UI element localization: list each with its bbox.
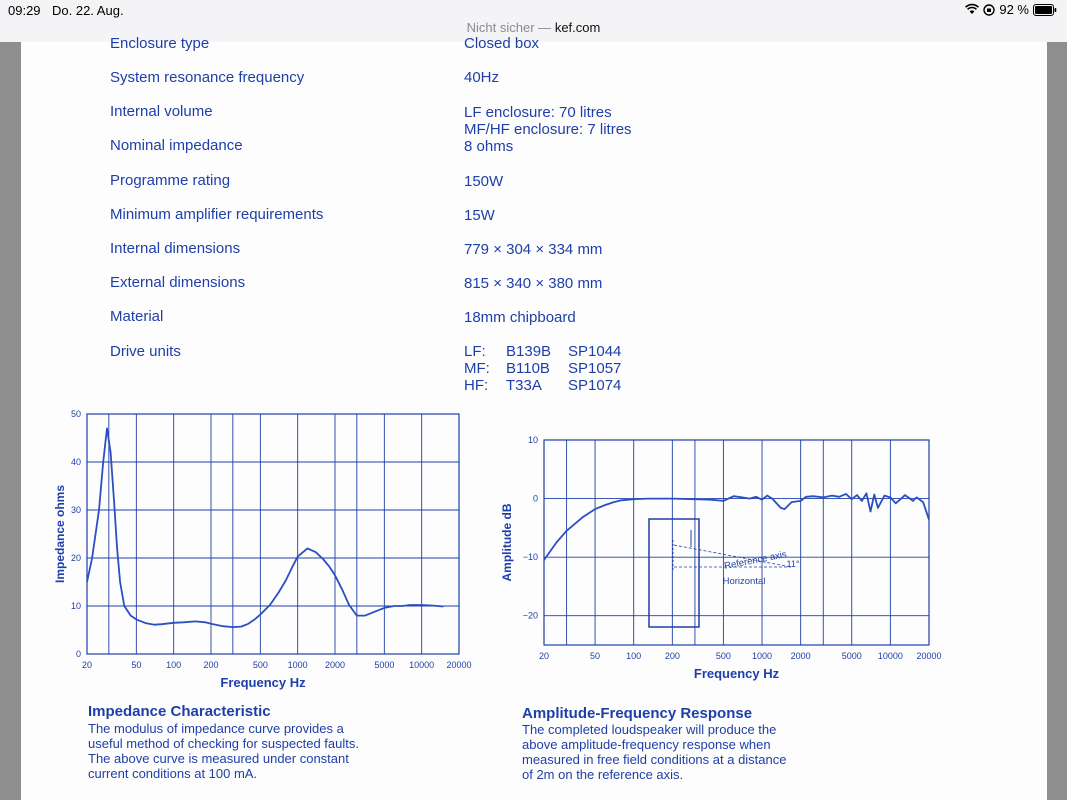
caption-line: measured in free field conditions at a distance (522, 752, 787, 767)
spec-key: System resonance frequency (110, 69, 305, 86)
spec-value: MF/HF enclosure: 7 litres (464, 121, 632, 138)
page-margin-left (0, 42, 21, 800)
impedance-caption-title: Impedance Characteristic (88, 703, 271, 720)
amplitude-caption-title: Amplitude-Frequency Response (522, 705, 753, 722)
spec-value: 779 × 304 × 334 mm (464, 241, 603, 258)
drive-unit-code: SP1044 (568, 343, 622, 360)
spec-value: 815 × 340 × 380 mm (464, 275, 603, 292)
x-tick-label: 500 (252, 660, 268, 670)
x-tick-label: 50 (590, 651, 601, 661)
x-tick-label: 20000 (916, 651, 942, 661)
x-axis-label: Frequency Hz (693, 666, 780, 681)
caption-line: The above curve is measured under constant (88, 751, 349, 766)
page-margin-right (1047, 42, 1067, 800)
drive-unit-band: LF: (464, 343, 486, 360)
spec-key: External dimensions (110, 274, 246, 291)
caption-line: of 2m on the reference axis. (522, 767, 684, 782)
x-tick-label: 20000 (446, 660, 472, 670)
x-tick-label: 2000 (790, 651, 811, 661)
y-tick-label: 10 (527, 435, 538, 445)
y-axis-label: Amplitude dB (500, 503, 514, 582)
spec-key: Enclosure type (110, 35, 210, 52)
caption-line: The modulus of impedance curve provides a (88, 721, 344, 736)
caption-line: current conditions at 100 mA. (88, 766, 258, 781)
y-tick-label: −20 (522, 610, 538, 621)
spec-key: Programme rating (110, 172, 231, 189)
y-axis-label: Impedance ohms (53, 484, 67, 584)
y-tick-label: −10 (522, 552, 538, 563)
caption-line: The completed loudspeaker will produce the (522, 722, 777, 737)
status-date: Do. 22. Aug. (52, 3, 124, 18)
battery-icon (1033, 4, 1057, 16)
caption-line: above amplitude-frequency response when (522, 737, 771, 752)
y-tick-label: 40 (70, 457, 81, 467)
amplitude-caption-body (522, 722, 787, 782)
y-tick-label: 30 (70, 505, 81, 515)
x-tick-label: 500 (715, 651, 731, 661)
status-bar (0, 0, 1067, 20)
drive-unit-band: MF: (464, 360, 490, 377)
drive-unit-band: HF: (464, 377, 489, 394)
spec-value: 18mm chipboard (464, 309, 576, 326)
y-tick-label: 20 (70, 553, 81, 563)
spec-value: 8 ohms (464, 138, 514, 155)
x-tick-label: 1000 (287, 660, 308, 670)
status-indicators (965, 2, 1057, 17)
spec-key: Internal volume (110, 103, 213, 120)
spec-value: LF enclosure: 70 litres (464, 104, 612, 121)
security-label: Nicht sicher — (466, 20, 552, 35)
status-time: 09:29 (8, 3, 41, 18)
x-tick-label: 5000 (374, 660, 395, 670)
x-tick-label: 200 (203, 660, 219, 670)
drive-unit-code: SP1057 (568, 360, 622, 377)
spec-value: 150W (464, 173, 504, 190)
x-tick-label: 10000 (409, 660, 435, 670)
y-tick-label: 10 (70, 601, 81, 611)
document-page (21, 35, 1047, 800)
spec-key: Drive units (110, 343, 181, 360)
y-tick-label: 0 (532, 493, 538, 504)
x-tick-label: 10000 (877, 651, 903, 661)
x-tick-label: 200 (664, 651, 680, 661)
impedance-chart (21, 402, 491, 702)
x-tick-label: 20 (538, 651, 550, 661)
x-tick-label: 1000 (752, 651, 773, 661)
spec-key: Minimum amplifier requirements (110, 206, 324, 223)
spec-value: 40Hz (464, 69, 500, 86)
drive-unit-model: B110B (506, 360, 550, 377)
impedance-caption-body (88, 721, 359, 781)
spec-value: Closed box (464, 35, 540, 52)
wifi-icon (965, 4, 979, 15)
drive-unit-model: B139B (506, 343, 552, 360)
caption-line: useful method of checking for suspected faults. (88, 736, 359, 751)
drive-unit-model: T33A (506, 377, 542, 394)
battery-percent: 92 % (999, 2, 1029, 17)
series-line (87, 428, 444, 627)
plot-frame (544, 440, 929, 645)
x-tick-label: 2000 (324, 660, 346, 670)
x-tick-label: 50 (131, 660, 142, 670)
plot-frame (87, 414, 459, 654)
amplitude-chart (471, 427, 942, 702)
x-tick-label: 20 (81, 660, 93, 670)
spec-value: 15W (464, 207, 495, 224)
y-tick-label: 50 (70, 409, 81, 419)
reference-axis-label: Reference axis (723, 549, 788, 572)
x-axis-label: Frequency Hz (220, 675, 306, 690)
x-tick-label: 100 (166, 660, 182, 670)
spec-key: Material (110, 308, 164, 325)
url-domain[interactable]: kef.com (554, 20, 601, 35)
spec-key: Internal dimensions (110, 240, 241, 257)
spec-key: Nominal impedance (110, 137, 243, 154)
y-tick-label: 0 (75, 649, 81, 659)
angle-label: 11° (786, 559, 800, 569)
orientation-lock-icon (983, 4, 995, 16)
drive-unit-code: SP1074 (568, 377, 622, 394)
x-tick-label: 5000 (841, 651, 862, 661)
series-line (544, 493, 929, 560)
horizontal-label: Horizontal (722, 576, 766, 587)
x-tick-label: 100 (626, 651, 642, 661)
